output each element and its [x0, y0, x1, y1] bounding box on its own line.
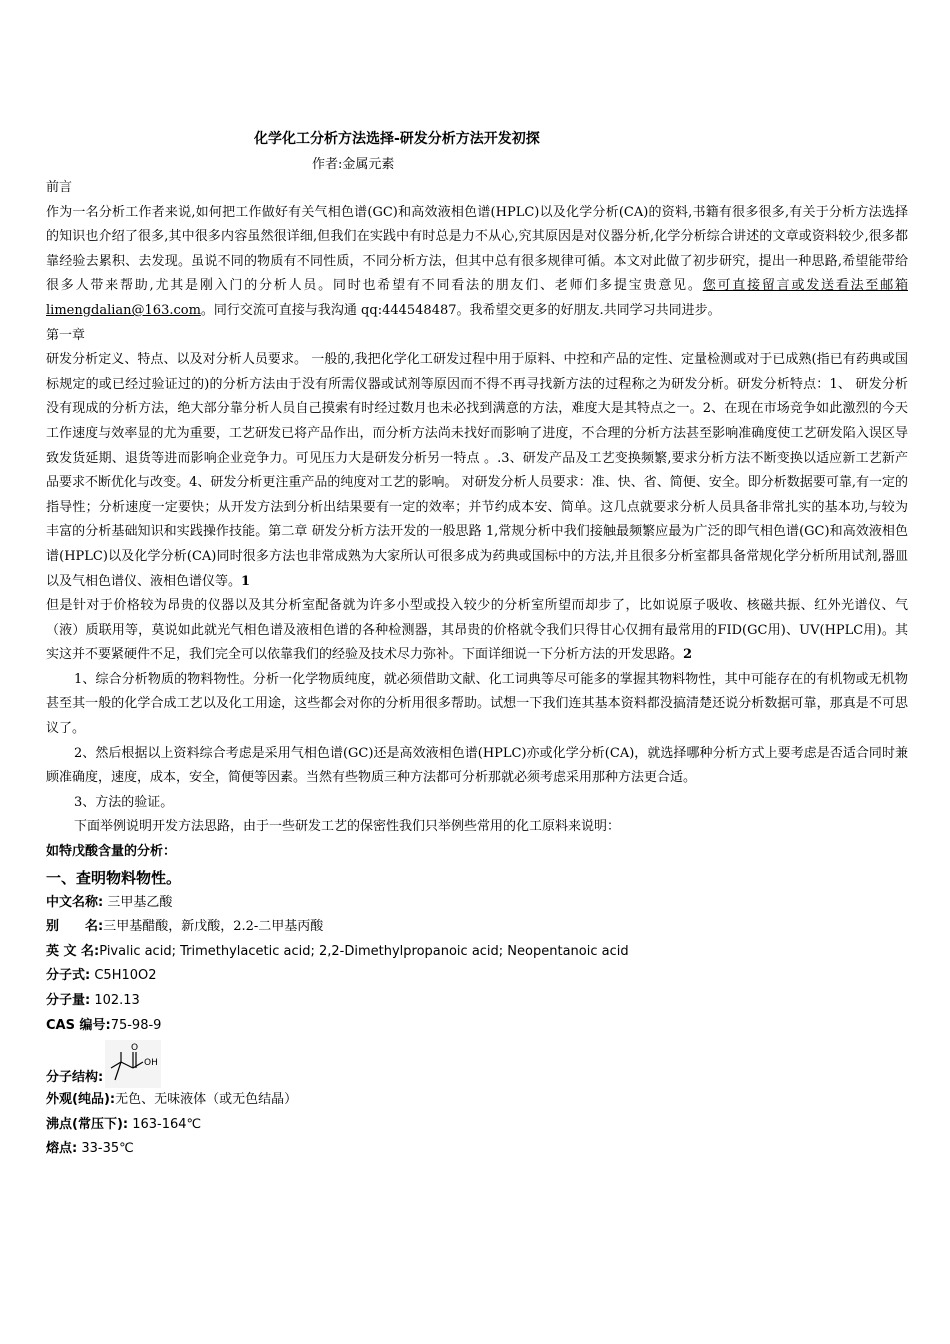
structure-atom-o: O: [131, 1043, 139, 1054]
formula-label: 分子式:: [46, 968, 91, 984]
alias-row: [46, 915, 908, 940]
en-name-label: 英 文 名:: [46, 943, 100, 959]
step-2: 2、然后根据以上资料综合考虑是采用气相色谱(GC)还是高效液相色谱(HPLC)亦或化学分析(CA)，就选择哪种分析方式上要考虑是否适合同时兼顾准确度，速度，成本，安全，简便等因素。当然有些物质三种方法都可分析那就必须考虑采用那种方法更合适。: [46, 745, 908, 786]
document-body: [46, 176, 908, 1162]
alias-value: 三甲基醋酸，新戊酸，2.2-二甲基丙酸: [103, 919, 324, 935]
mw-row: [46, 989, 908, 1014]
cn-name-label: 中文名称:: [46, 894, 104, 910]
melting-point-value: 33-35℃: [81, 1141, 134, 1157]
en-name-value: Pivalic acid; Trimethylacetic acid; 2,2-Dimethylpropanoic acid; Neopentanoic acid: [99, 943, 629, 959]
structure-label: 分子结构:: [46, 1070, 104, 1086]
step-3: 3、方法的验证。: [74, 794, 174, 810]
preface-heading: 前言: [46, 180, 73, 195]
chapter1-text-2: 但是针对于价格较为昂贵的仪器以及其分析室配备就为许多小型或投入较少的分析室所望而却步了，比如说原子吸收、核磁共振、红外光谱仪、气（液）质联用等，莫说如此就光气相色谱及液相色谱的各种检测器，其昂贵的价格就令我们只得甘心仅拥有最常用的FID(GC用)、UV(HPLC用)。其实这并不要紧硬件不足，我们完全可以依靠我们的经验及技术尽力弥补。下面详细说一下分析方法的开发思路。: [46, 598, 908, 663]
chapter1-paragraph-2: [46, 594, 908, 668]
example-intro: 下面举例说明开发方法思路，由于一些研发工艺的保密性我们只举例些常用的化工原料来说明：: [74, 819, 621, 835]
section-heading: 一、查明物料物性。: [46, 868, 182, 887]
structure-row: [46, 1038, 908, 1088]
document-title: 化学化工分析方法选择-研发分析方法开发初探: [254, 131, 540, 147]
chapter1-heading: 第一章: [46, 327, 86, 343]
appearance-label: 外观(纯品):: [46, 1092, 116, 1108]
pivalic-acid-structure-image: [105, 1040, 161, 1088]
appearance-row: [46, 1088, 908, 1113]
formula-row: [46, 964, 908, 989]
cas-label: CAS 编号:: [46, 1017, 111, 1033]
cas-value: 75-98-9: [110, 1017, 162, 1033]
footnote-mark-2: 2: [683, 647, 693, 663]
structure-atom-oh: OH: [144, 1058, 159, 1069]
author-line: 作者:金属元素: [312, 157, 395, 172]
melting-point-label: 熔点:: [46, 1141, 78, 1157]
en-name-row: [46, 940, 908, 965]
step-1: 1、综合分析物质的物料物性。分析一化学物质纯度，就必须借助文献、化工词典等尽可能多的掌握其物料物性，其中可能存在的有机物或无机物甚至其一般的化学合成工艺以及化工用途，这些都会对你的分析用很多帮助。试想一下我们连其基本资料都没搞清楚还说分析数据可靠，那真是不可思议了。: [46, 671, 908, 737]
boiling-point-label: 沸点(常压下):: [46, 1116, 129, 1132]
boiling-point-value: 163-164℃: [132, 1116, 202, 1132]
cn-name-row: [46, 891, 908, 916]
mw-value: 102.13: [94, 993, 140, 1008]
footnote-mark-1: 1: [241, 573, 251, 589]
preface-text-tail: 。同行交流可直接与我沟通 qq:444548487。我希望交更多的好朋友.共同学习共同进步。: [200, 302, 721, 318]
alias-label: 别 名:: [46, 919, 104, 935]
chapter1-paragraph: [46, 348, 908, 594]
formula-value: C5H10O2: [94, 968, 157, 984]
preface-paragraph: [46, 201, 908, 324]
melting-point-row: [46, 1137, 908, 1162]
boiling-point-row: [46, 1113, 908, 1138]
contact-email-link[interactable]: 您可直接留言或发送看法至邮箱 limengdalian@163.com: [46, 278, 908, 318]
mw-label: 分子量:: [46, 993, 91, 1008]
appearance-value: 无色、无味液体（或无色结晶）: [115, 1092, 298, 1108]
cas-row: [46, 1014, 908, 1039]
example-heading: 如特戊酸含量的分析：: [46, 844, 177, 860]
preface-text: 作为一名分析工作者来说,如何把工作做好有关气相色谱(GC)和高效液相色谱(HPLC)以及化学分析(CA)的资料,书籍有很多很多,有关于分析方法选择的知识也介绍了很多,其中很多内容虽然很详细,但我们在实践中有时总是力不从心,究其原因是对仪器分析,化学分析综合讲述的文章或资料较少,很多都靠经验去累积、去发现。虽说不同的物质有不同性质，不同分析方法，但其中总有很多规律可循。本文对此做了初步研究，提出一种思路,希望能带给很多人带来帮助,尤其是刚入门的分析人员。同时也希望有不同看法的朋友们、老师们多提宝贵意见。: [46, 204, 908, 294]
chapter1-text: 研发分析定义、特点、以及对分析人员要求。 一般的,我把化学化工研发过程中用于原料、中控和产品的定性、定量检测或对于已成熟(指已有药典或国标规定的或已经过验证过的)的分析方法由于没有所需仪器或试剂等原因而不得不再寻找新方法的过程称之为研发分析。研发分析特点：1、 研发分析没有现成的分析方法，绝大部分靠分析人员自己摸索有时经过数月也未必找到满意的方法，难度大是其特点之一。2、在现在市场竞争如此激烈的今天工作速度与效率显的尤为重要，工艺研发已将产品作出，而分析方法尚未找好而影响了进度，不合理的分析方法甚至影响准确度使工艺研发陷入误区导致发货延期、退货等进而影响企业竞争力。可见压力大是研发分析另一特点 。.3、研发产品及工艺变换频繁,要求分析方法不断变换以适应新工艺新产品要求不断优化与改变。4、研发分析更注重产品的纯度对工艺的影响。 对研发分析人员要求：准、快、省、简便、安全。即分析数据要可靠,有一定的指导性；分析速度一定要快；从开发方法到分析出结果要有一定的效率；并节约成本安、简单。这几点就要求分析人员具备非常扎实的基本功,与较为丰富的分析基础知识和实践操作技能。第二章 研发分析方法开发的一般思路 1,常规分析中我们接触最频繁应最为广泛的即气相色谱(GC)和高效液相色谱(HPLC)以及化学分析(CA)同时很多方法也非常成熟为大家所认可很多成为药典或国标中的方法,并且很多分析室都具备常规化学分析所用试剂,器皿以及气相色谱仪、液相色谱仪等。: [46, 352, 908, 589]
cn-name-value: 三甲基乙酸: [107, 894, 173, 910]
